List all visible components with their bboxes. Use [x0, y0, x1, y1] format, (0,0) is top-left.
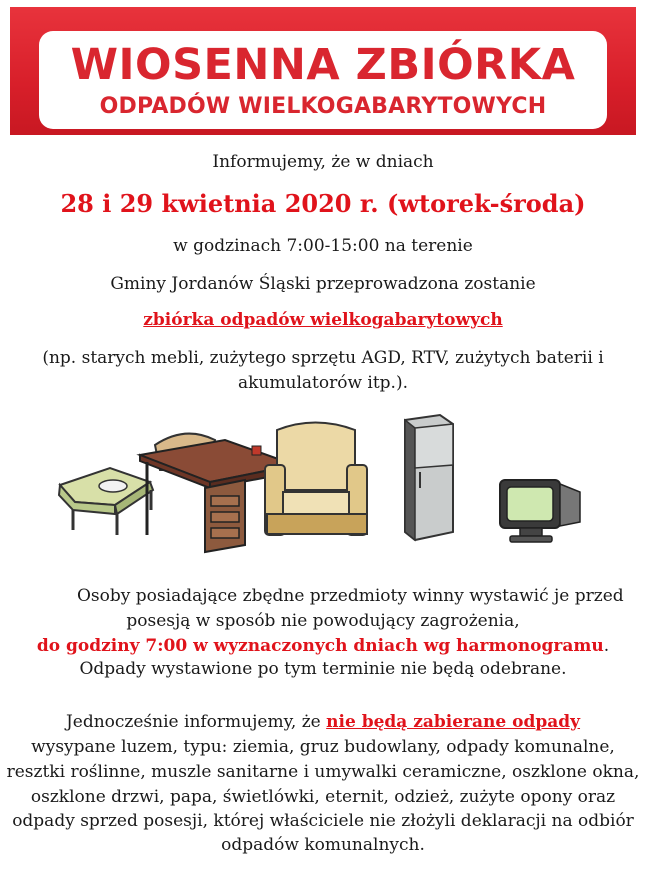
notice-line-3: resztki roślinne, muszle sanitarne i umywalki ceramiczne, oszklone okna, [6, 762, 640, 782]
banner-subtitle: ODPADÓW WIELKOGABARYTOWYCH [99, 94, 547, 119]
monitor-icon [500, 480, 580, 542]
bed-icon [59, 468, 153, 535]
banner-panel [39, 31, 607, 129]
instructions-line-3: Odpady wystawione po tym terminie nie będą odebrane. [79, 659, 567, 679]
notice-line-1 [0, 710, 646, 734]
intro-line-3: Gminy Jordanów Śląski przeprowadzona zostanie [110, 274, 536, 294]
notice-line-2: wysypane luzem, typu: ziemia, gruz budowlany, odpady komunalne, [31, 737, 615, 757]
deadline-text: do godziny 7:00 w wyznaczonych dniach wg harmonogramu [36, 636, 604, 656]
instructions-line-2: posesją w sposób nie powodujący zagrożenia, [126, 611, 520, 631]
examples-line-2: akumulatorów itp.). [238, 373, 408, 393]
notice-line-5: odpady sprzed posesji, której właściciele nie złożyli deklaracji na odbiór [12, 811, 634, 831]
collection-dates: 28 i 29 kwietnia 2020 r. (wtorek-środa) [60, 189, 586, 218]
collection-name: zbiórka odpadów wielkogabarytowych [143, 310, 503, 330]
deadline-suffix: . [603, 636, 610, 656]
examples-line-1: (np. starych mebli, zużytego sprzętu AGD, RTV, zużytych baterii i [42, 348, 604, 368]
notice-highlight: nie będą zabierane odpady [326, 712, 581, 732]
header-banner [10, 7, 636, 135]
notice-prefix: Jednocześnie informujemy, że [65, 712, 327, 732]
instructions-line-1: Osoby posiadające zbędne przedmioty winny wystawić je przed [77, 586, 624, 606]
intro-line-1: Informujemy, że w dniach [212, 152, 434, 172]
intro-line-2: w godzinach 7:00-15:00 na terenie [173, 236, 473, 256]
notice-line-6: odpadów komunalnych. [221, 835, 425, 855]
deadline-line [0, 634, 646, 658]
banner-title: WIOSENNA ZBIÓRKA [70, 40, 576, 90]
notice-line-4: oszklone drzwi, papa, świetlówki, eternit, odzież, zużyte opony oraz [30, 787, 616, 807]
bulky-waste-illustration [55, 410, 595, 560]
fridge-icon [405, 415, 453, 540]
armchair-icon [265, 423, 367, 536]
